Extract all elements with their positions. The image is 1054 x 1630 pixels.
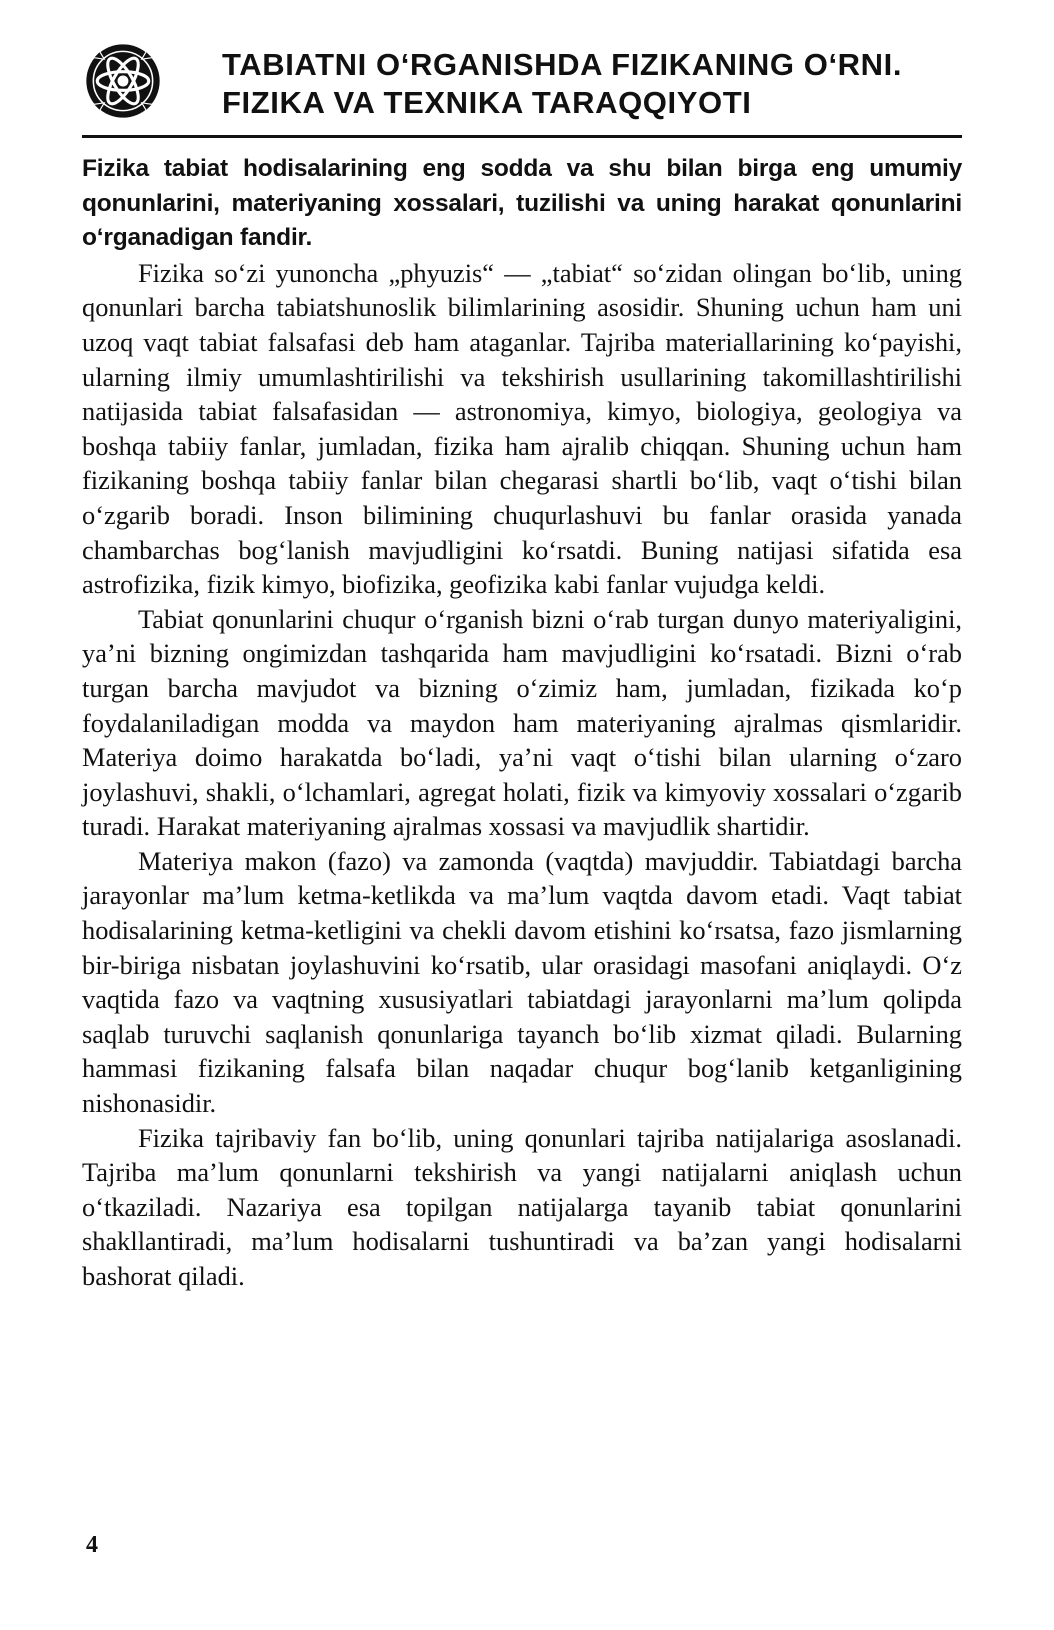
chapter-header	[82, 38, 962, 130]
chapter-title-line-2: FIZIKA VA TEXNIKA TARAQQIYOTI	[222, 85, 752, 120]
body-text	[82, 152, 962, 1294]
chapter-title	[222, 46, 962, 122]
header-divider	[82, 135, 962, 138]
paragraph: Materiya makon (fazo) va zamonda (vaqtda) mavjuddir. Tabiatdagi barcha jarayonlar ma’lum ketma-ketlikda va ma’lum vaqtda davom etadi. Vaqt tabiat hodisalarining ketma-ketligini va chekli davom etishini ko‘rsatsa, fazo jismlarning bir-biriga nisbatan joylashuvini ko‘rsatib, ular orasidagi masofani aniqlaydi. O‘z vaqtida fazo va vaqtning xususiyatlari tabiatdagi jarayonlarni ma’lum qolipda saqlab turuvchi saqlanish qonunlariga tayanch bo‘lib xizmat qiladi. Bularning hammasi fizikaning falsafa bilan naqadar chuqur bog‘lanib ketganligining nishonasidir.	[82, 845, 962, 1119]
physics-atom-emblem-icon	[84, 42, 162, 120]
paragraph: Tabiat qonunlarini chuqur o‘rganish bizni o‘rab turgan dunyo materiyaligini, ya’ni bizning ongimizdan tashqarida ham mavjudligini ko‘rsatadi. Bizni o‘rab turgan barcha mavjudot va bizning o‘zimiz ham, jumladan, fizikada ko‘p foydalaniladigan modda va maydon ham materiyaning ajralmas qismlaridir. Materiya doimo harakatda bo‘ladi, ya’ni vaqt o‘tishi bilan ularning o‘zaro joylashuvi, shakli, o‘lchamlari, agregat holati, fizik va kimyoviy xossalari o‘zgarib turadi. Harakat materiyaning ajralmas xossasi va mavjudlik shartidir.	[82, 603, 962, 842]
page-number: 4	[86, 1532, 98, 1558]
chapter-title-line-1: TABIATNI O‘RGANISHDA FIZIKANING O‘RNI.	[222, 47, 903, 82]
lead-definition-paragraph: Fizika tabiat hodisalarining eng sodda va shu bilan birga eng umumiy qonunlarini, materiyaning xossalari, tuzilishi va uning harakat qonunlarini o‘rganadigan fandir.	[82, 155, 962, 252]
paragraph: Fizika tajribaviy fan bo‘lib, uning qonunlari tajriba natijalariga asoslanadi. Tajriba ma’lum qonunlarni tekshirish va yangi natijalarni aniqlash uchun o‘tkaziladi. Nazariya esa topilgan natijalarga tayanib tabiat qonunlarini shakllantiradi, ma’lum hodisalarni tushuntiradi va ba’zan yangi hodisalarni bashorat qiladi.	[82, 1122, 962, 1291]
paragraph: Fizika so‘zi yunoncha „phyuzis“ — „tabiat“ so‘zidan olingan bo‘lib, uning qonunlari barcha tabiatshunoslik bilimlarining asosidir. Shuning uchun ham uni uzoq vaqt tabiat falsafasi deb ham ataganlar. Tajriba materiallarining ko‘payishi, ularning ilmiy umumlashtirilishi va tekshirish usullarining takomillashtirilishi natijasida tabiat falsafasidan — astronomiya, kimyo, biologiya, geologiya va boshqa tabiiy fanlar, jumladan, fizika ham ajralib chiqqan. Shuning uchun ham fizikaning boshqa tabiiy fanlar bilan chegarasi shartli bo‘lib, vaqt o‘tishi bilan o‘zgarib boradi. Inson bilimining chuqurlashuvi bu fanlar orasida yanada chambarchas bog‘lanish mavjudligini ko‘rsatdi. Buning natijasi sifatida esa astrofizika, fizik kimyo, biofizika, geofizika kabi fanlar vujudga keldi.	[82, 257, 962, 600]
